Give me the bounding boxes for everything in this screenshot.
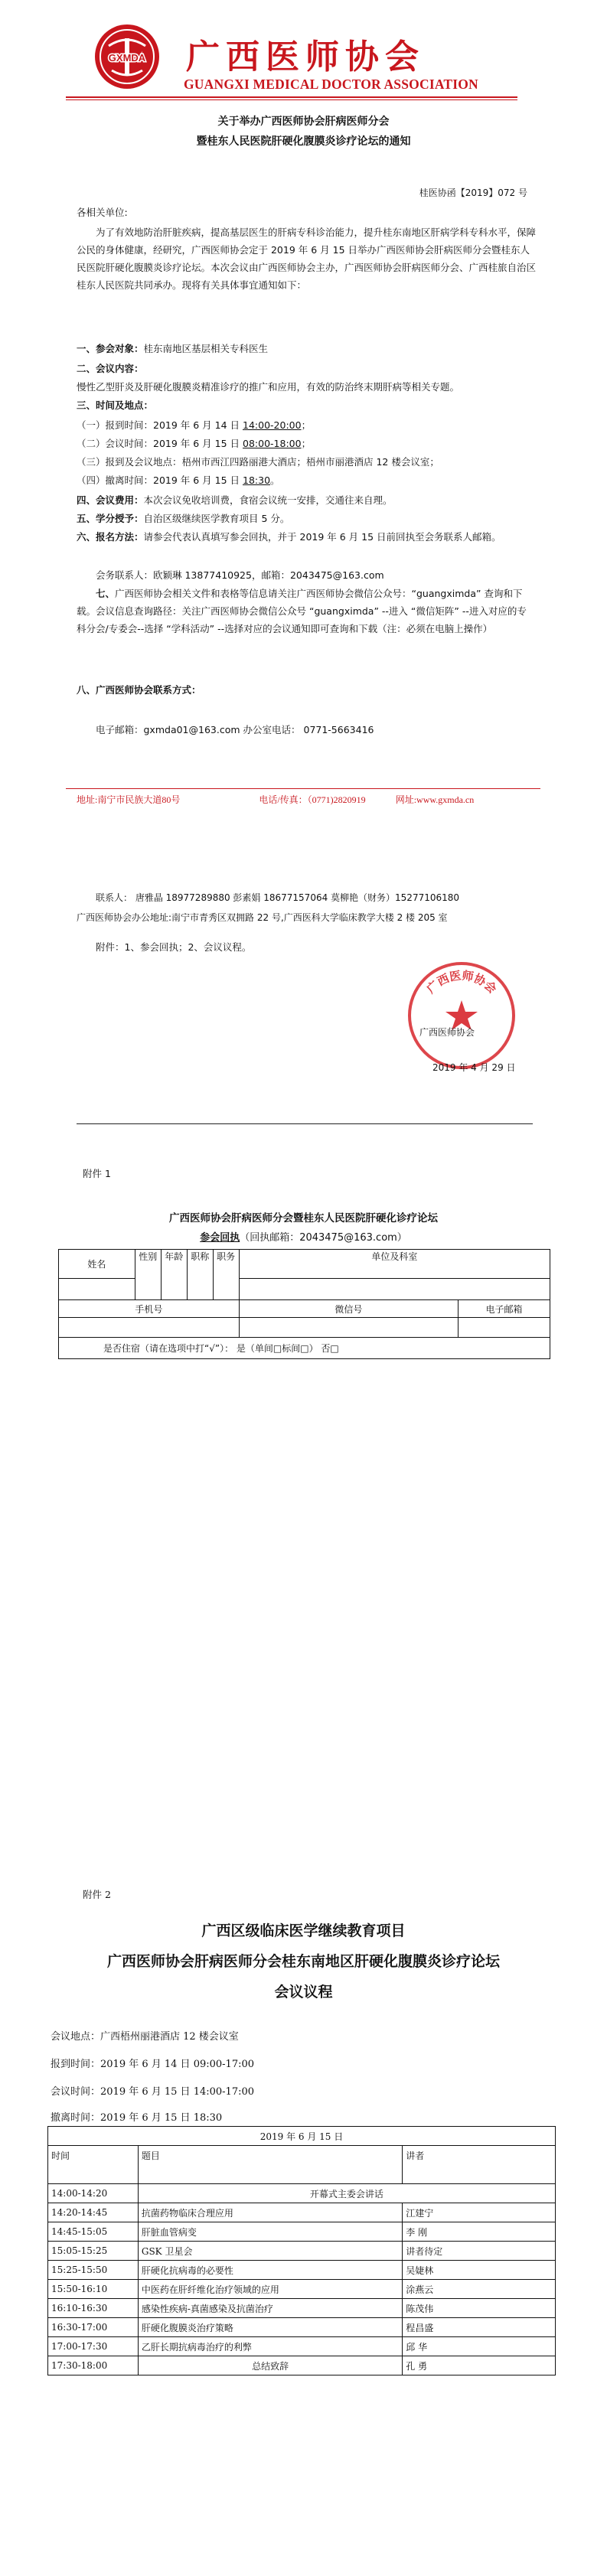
agenda-topic: 总结致辞: [138, 2356, 402, 2375]
col-name-header: 姓名: [59, 1250, 135, 1279]
agenda-row: [48, 2222, 556, 2242]
agenda-checkin: 报到时间：2019 年 6 月 14 日 09:00-17:00: [51, 2059, 255, 2070]
office-address: 广西医师协会办公地址:南宁市青秀区双拥路 22 号,广西医科大学临床教学大楼 2 楼 205 室: [77, 912, 448, 923]
agenda-time: 15:25-15:50: [48, 2261, 139, 2280]
receipt-name-cell[interactable]: [59, 1279, 135, 1300]
receipt-lodging-row: [59, 1338, 550, 1359]
agenda-speaker: 孔 勇: [403, 2356, 556, 2375]
checkin-time-end: ；: [301, 419, 312, 431]
meeting-time-end: ；: [301, 438, 312, 449]
agenda-time: 17:00-17:30: [48, 2337, 139, 2356]
agenda-leave: 撤离时间：2019 年 6 月 15 日 18:30: [51, 2112, 223, 2124]
section-fees-text: 本次会议免收培训费，食宿会议统一安排，交通往来自理。: [143, 494, 393, 506]
receipt-form-table: [58, 1249, 550, 1359]
attachments-line: 附件：1、参会回执；2、会议议程。: [96, 941, 252, 953]
signature-org: 广西医师协会: [419, 1027, 475, 1038]
leave-time-label: （四）撤离时间：2019 年 6 月 15 日: [77, 474, 243, 486]
email-phone-line: 电子邮箱：gxmda01@163.com 办公室电话： 0771-5663416: [96, 724, 374, 735]
col-age-header: 年龄: [161, 1250, 187, 1300]
receipt-contact-blank-row: [59, 1318, 550, 1338]
meeting-time-label: （二）会议时间：2019 年 6 月 15 日: [77, 438, 243, 449]
receipt-header-row: [59, 1250, 550, 1279]
agenda-topic: GSK 卫星会: [138, 2242, 402, 2261]
attachment2-title3: 会议议程: [274, 1984, 333, 2000]
section-wechat: [77, 585, 536, 637]
section-divider: [77, 1123, 533, 1124]
attachment1-title: 广西医师协会肝病医师分会暨桂东人民医院肝硬化诊疗论坛: [169, 1212, 438, 1224]
agenda-date-row: [48, 2127, 556, 2146]
section-participants: [77, 340, 536, 357]
section-content-heading: 二、会议内容：: [77, 363, 144, 374]
agenda-topic: 感染性疾病-真菌感染及抗菌治疗: [138, 2299, 402, 2318]
footer-divider: [66, 788, 540, 789]
svg-text:GXMDA: GXMDA: [108, 52, 146, 64]
agenda-speaker: 邱 华: [403, 2337, 556, 2356]
agenda-topic: 中医药在肝纤维化治疗领域的应用: [138, 2280, 402, 2299]
agenda-row: [48, 2242, 556, 2261]
agenda-time: 16:30-17:00: [48, 2318, 139, 2337]
section-fees-label: 四、会议费用：: [77, 494, 144, 506]
checkin-time-value: 14:00-20:00: [243, 419, 302, 431]
footer-phone: 电话/传真：（0771)2820919: [259, 794, 366, 805]
notice-title-line1: 关于举办广西医师协会肝病医师分会: [217, 116, 390, 128]
agenda-table: [47, 2126, 556, 2375]
footer-website: 网址:www.gxmda.cn: [395, 794, 475, 805]
lodging-option[interactable]: 是否住宿（请在选项中打“√”）： 是（单间□标间□） 否□: [59, 1338, 550, 1359]
agenda-topic: 开幕式主委会讲话: [138, 2184, 555, 2203]
section-registration-text: 请参会代表认真填写参会回执，并于 2019 年 6 月 15 日前回执至会务联系人邮箱。: [143, 531, 501, 543]
agenda-time: 14:45-15:05: [48, 2222, 139, 2242]
receipt-email-cell[interactable]: [459, 1318, 550, 1338]
section-time-place-label: [77, 396, 536, 414]
meeting-time-value: 08:00-18:00: [243, 438, 302, 449]
col-title-header: 职称: [187, 1250, 213, 1300]
section-fees: [77, 491, 536, 509]
agenda-topic: 抗菌药物临床合理应用: [138, 2203, 402, 2222]
agenda-time: 17:30-18:00: [48, 2356, 139, 2375]
salutation: 各相关单位:: [77, 207, 128, 218]
footer-address: 地址:南宁市民族大道80号: [77, 794, 181, 805]
contact-line: 会务联系人：欧颖琳 13877410925，邮箱：2043475@163.com: [96, 569, 384, 581]
agenda-time: 16:10-16:30: [48, 2299, 139, 2318]
agenda-row: [48, 2184, 556, 2203]
section-registration: [77, 528, 536, 546]
receipt-title: 参会回执: [200, 1232, 240, 1244]
section-participants-text: 桂东南地区基层相关专科医生: [143, 343, 269, 354]
agenda-row: [48, 2299, 556, 2318]
signature-date: 2019 年 4 月 29 日: [432, 1062, 516, 1073]
agenda-time: 14:20-14:45: [48, 2203, 139, 2222]
section-wechat-text: 广西医师协会相关文件和表格等信息请关注广西医师协会微信公众号：“guangximda” 查询和下载。会议信息查询路径：关注广西医师协会微信公众号 “guangximda” --进入 “微信矩阵” --进入对应的专科分会/专委会--选择 “学科活动” --选择对应的会议通知即可查询和下载（注：必须在电脑上操作）: [77, 588, 527, 634]
section-credits: [77, 510, 536, 527]
agenda-row: [48, 2261, 556, 2280]
agenda-time: 15:05-15:25: [48, 2242, 139, 2261]
section-wechat-label: 七、: [96, 588, 116, 599]
document-number: 桂医协函【2019】072 号: [419, 187, 527, 198]
col-position-header: 职务: [213, 1250, 239, 1300]
agenda-time: 15:50-16:10: [48, 2280, 139, 2299]
col-unit-header: 单位及科室: [239, 1250, 550, 1279]
header-divider: [66, 96, 517, 98]
section-content-label: [77, 360, 536, 377]
agenda-speaker: 吴婕林: [403, 2261, 556, 2280]
agenda-topic: 乙肝长期抗病毒治疗的利弊: [138, 2337, 402, 2356]
venue-line: （三）报到及会议地点：梧州市西江四路丽港大酒店；梧州市丽港酒店 12 楼会议室；: [77, 456, 439, 468]
agenda-row: [48, 2203, 556, 2222]
section-credits-label: 五、学分授予：: [77, 513, 144, 524]
col-topic-header: 题目: [138, 2146, 402, 2184]
org-name-cn: 广西医师协会: [186, 37, 425, 77]
receipt-unit-cell[interactable]: [239, 1279, 550, 1300]
intro-paragraph: 为了有效地防治肝脏疾病，提高基层医生的肝病专科诊治能力，提升桂东南地区肝病学科专科水平，保障公民的身体健康，经研究，广西医师协会定于 2019 年 6 月 15 日举办广西医师协会肝病医师分会暨桂东人民医院肝硬化腹膜炎诊疗论坛。本次会议由广西医师协会主办，广西医师协会肝病医师分会、广西桂旅自治区桂东人民医院共同承办。现将有关具体事宜通知如下：: [77, 227, 537, 291]
gxmda-logo-icon: [93, 23, 161, 90]
agenda-header-row: [48, 2146, 556, 2184]
col-email-header: 电子邮箱: [459, 1300, 550, 1318]
receipt-wechat-cell[interactable]: [239, 1318, 458, 1338]
checkin-time: [77, 416, 536, 434]
section-participants-label: 一、参会对象：: [77, 343, 144, 354]
receipt-contact-header-row: [59, 1300, 550, 1318]
agenda-rows: [48, 2184, 556, 2375]
col-speaker-header: 讲者: [403, 2146, 556, 2184]
leave-time-end: 。: [270, 474, 280, 486]
agenda-row: [48, 2356, 556, 2375]
agenda-speaker: 李 刚: [403, 2222, 556, 2242]
agenda-row: [48, 2318, 556, 2337]
official-seal-icon: [404, 958, 519, 1073]
receipt-heading: [0, 1229, 607, 1244]
agenda-row: [48, 2337, 556, 2356]
header-divider-thin: [66, 99, 517, 100]
agenda-speaker: 江建宁: [403, 2203, 556, 2222]
attachment2-label: 附件 2: [83, 1889, 111, 1900]
agenda-date: 2019 年 6 月 15 日: [48, 2127, 556, 2146]
section-credits-text: 自治区级继续医学教育项目 5 分。: [143, 513, 290, 524]
agenda-speaker: 涂燕云: [403, 2280, 556, 2299]
receipt-email: （回执邮箱：2043475@163.com）: [240, 1232, 407, 1244]
agenda-speaker: 程昌盛: [403, 2318, 556, 2337]
agenda-time: 14:00-14:20: [48, 2184, 139, 2203]
attachment2-title2: 广西医师协会肝病医师分会桂东南地区肝硬化腹膜炎诊疗论坛: [106, 1953, 500, 1970]
notice-title-line2: 暨桂东人民医院肝硬化腹膜炎诊疗论坛的通知: [196, 135, 411, 148]
section-time-place-heading: 三、时间及地点：: [77, 399, 154, 411]
receipt-phone-cell[interactable]: [59, 1318, 240, 1338]
section-contacts-heading: 八、广西医师协会联系方式：: [77, 684, 201, 696]
meeting-time: [77, 435, 536, 452]
leave-time-value: 18:30: [243, 474, 271, 486]
attachment1-label: 附件 1: [83, 1168, 111, 1179]
agenda-topic: 肝硬化腹膜炎治疗策略: [138, 2318, 402, 2337]
agenda-row: [48, 2280, 556, 2299]
red-footer: [77, 793, 537, 806]
section-contacts-label: [77, 681, 536, 699]
contacts-line: 联系人： 唐雅晶 18977289880 彭素娟 18677157064 莫柳艳（财务）15277106180: [96, 892, 460, 903]
leave-time: [77, 471, 536, 489]
col-wechat-header: 微信号: [239, 1300, 458, 1318]
agenda-venue: 会议地点：广西梧州丽港酒店 12 楼会议室: [51, 2031, 239, 2043]
checkin-time-label: （一）报到时间：2019 年 6 月 14 日: [77, 419, 243, 431]
agenda-topic: 肝硬化抗病毒的必要性: [138, 2261, 402, 2280]
agenda-topic: 肝脏血管病变: [138, 2222, 402, 2242]
attachment2-title1: 广西区级临床医学继续教育项目: [201, 1922, 406, 1939]
section-registration-label: 六、报名方法：: [77, 531, 144, 543]
agenda-speaker: 讲者待定: [403, 2242, 556, 2261]
col-gender-header: 性别: [135, 1250, 161, 1300]
agenda-meeting: 会议时间：2019 年 6 月 15 日 14:00-17:00: [51, 2086, 255, 2098]
col-phone-header: 手机号: [59, 1300, 240, 1318]
section-content-text: 慢性乙型肝炎及肝硬化腹膜炎精准诊疗的推广和应用，有效的防治终末期肝病等相关专题。: [77, 381, 460, 393]
svg-text:广西医师协会: 广西医师协会: [423, 968, 500, 996]
receipt-blank-row: [59, 1279, 550, 1300]
org-name-en: GUANGXI MEDICAL DOCTOR ASSOCIATION: [184, 77, 478, 92]
agenda-speaker: 陈茂伟: [403, 2299, 556, 2318]
col-time-header: 时间: [48, 2146, 139, 2184]
